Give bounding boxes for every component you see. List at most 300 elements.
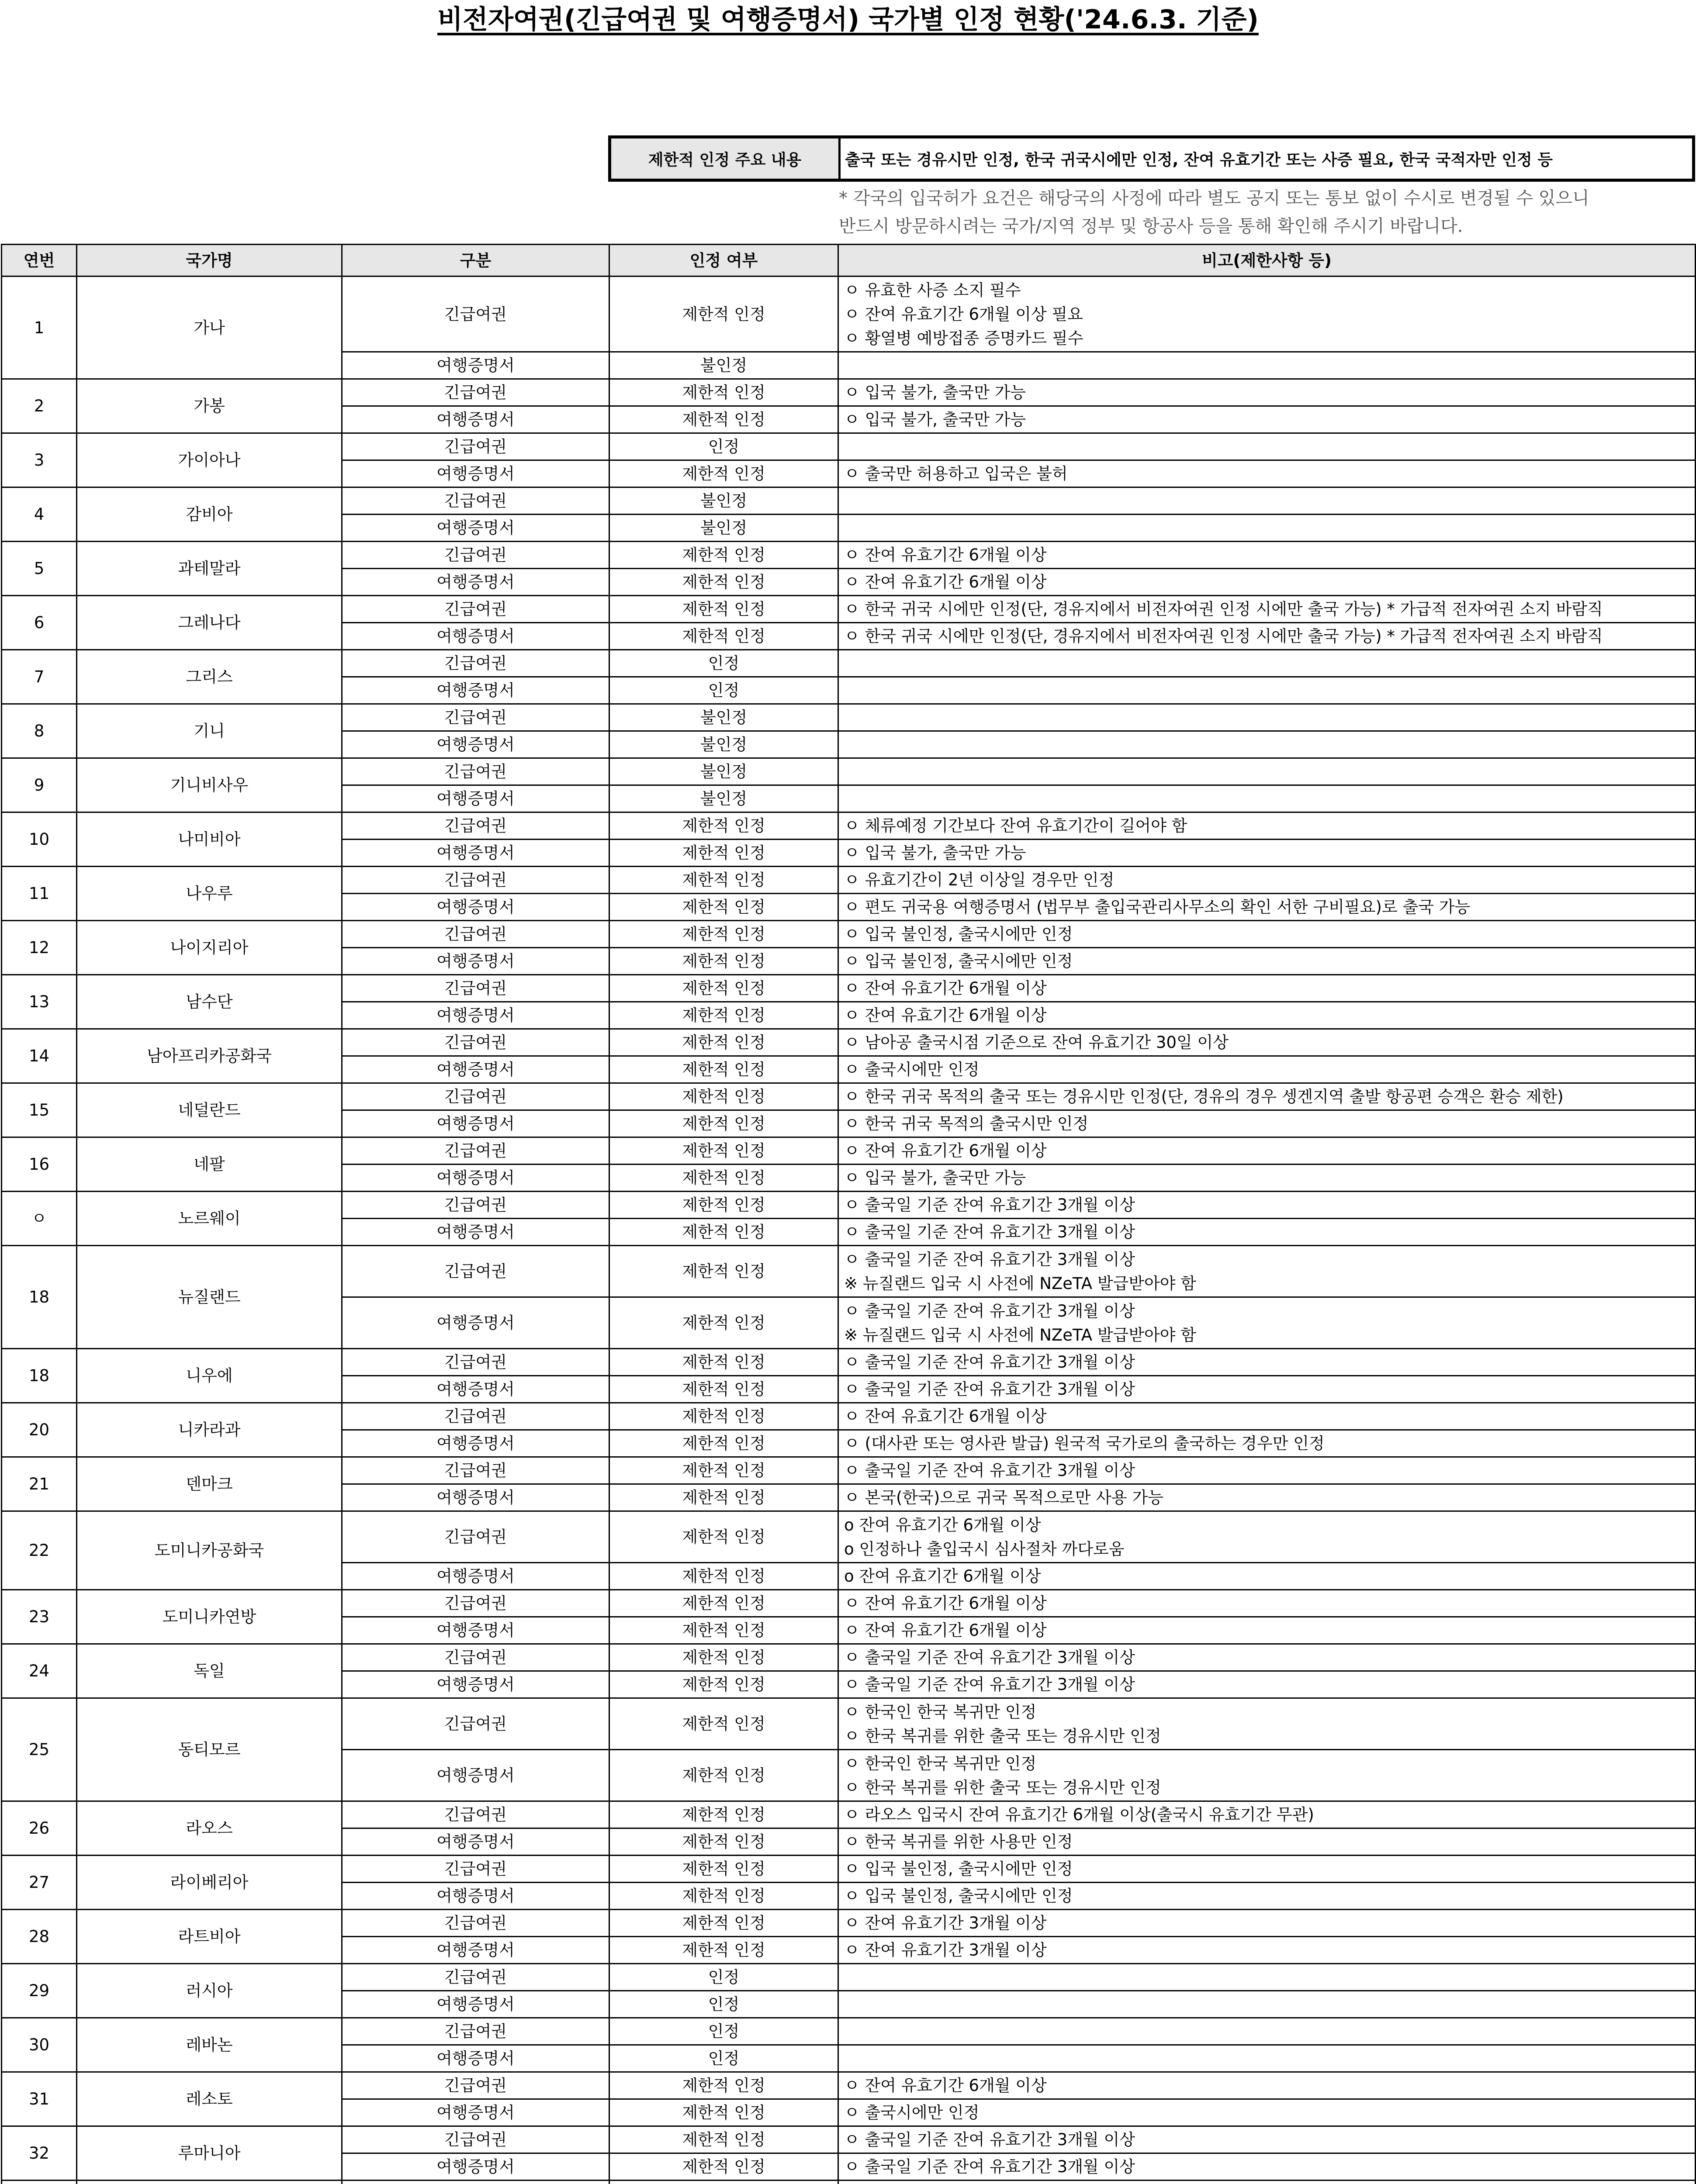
cell-note [838, 1563, 1696, 1590]
cell-status: 제한적 인정 [609, 2099, 838, 2126]
note-line: ㅇ 출국일 기준 잔여 유효기간 3개월 이상 [844, 2157, 1135, 2176]
cell-type: 긴급여권 [342, 2018, 609, 2045]
cell-note [838, 1002, 1696, 1029]
note-line: ㅇ 유효한 사증 소지 필수 [844, 280, 1021, 300]
cell-type: 여행증명서 [342, 731, 609, 758]
cell-type: 여행증명서 [342, 894, 609, 921]
cell-note [838, 975, 1696, 1002]
cell-type: 긴급여권 [342, 1590, 609, 1617]
note-line: ㅇ 출국일 기준 잔여 유효기간 3개월 이상 [844, 1196, 1135, 1214]
notice-line: 반드시 방문하시려는 국가/지역 정부 및 항공사 등을 통해 확인해 주시기 바랍니다. [839, 216, 1463, 236]
cell-status: 제한적 인정 [609, 921, 838, 948]
cell-type: 긴급여권 [342, 1856, 609, 1883]
cell-country: 니우에 [77, 1349, 342, 1403]
cell-note [838, 1883, 1696, 1910]
cell-status: 제한적 인정 [609, 1617, 838, 1644]
cell-type: 여행증명서 [342, 677, 609, 704]
cell-country: 남아프리카공화국 [77, 1029, 342, 1083]
summary-box [608, 135, 1695, 182]
table-row [2, 276, 1696, 352]
cell-type: 긴급여권 [342, 758, 609, 785]
cell-type: 여행증명서 [342, 1883, 609, 1910]
cell-note [838, 2099, 1696, 2126]
cell-note [838, 569, 1696, 596]
note-line: ㅇ 출국일 기준 잔여 유효기간 3개월 이상 [844, 1461, 1135, 1480]
cell-no: 12 [2, 921, 77, 975]
cell-status: 제한적 인정 [609, 1457, 838, 1484]
cell-type: 여행증명서 [342, 1297, 609, 1349]
cell-note [838, 379, 1696, 406]
cell-status: 불인정 [609, 731, 838, 758]
cell-note [838, 1910, 1696, 1937]
cell-no: 9 [2, 758, 77, 812]
cell-status: 제한적 인정 [609, 1297, 838, 1349]
cell-no: 1 [2, 276, 77, 379]
header-no: 연번 [2, 245, 77, 276]
cell-status: 제한적 인정 [609, 1750, 838, 1801]
note-line: ㅇ 입국 불가, 출국만 가능 [844, 1168, 1026, 1187]
cell-status: 제한적 인정 [609, 894, 838, 921]
cell-no: 3 [2, 433, 77, 487]
cell-country [77, 2181, 342, 2184]
cell-status: 제한적 인정 [609, 2072, 838, 2099]
cell-note [838, 948, 1696, 975]
cell-no: 30 [2, 2018, 77, 2072]
cell-status: 제한적 인정 [609, 623, 838, 650]
cell-status: 제한적 인정 [609, 1883, 838, 1910]
note-line: ㅇ 입국 불가, 출국만 가능 [844, 383, 1026, 402]
cell-country: 가이아나 [77, 433, 342, 487]
cell-no: 16 [2, 1137, 77, 1192]
table-row [2, 1910, 1696, 1937]
table-row [2, 596, 1696, 623]
note-line [844, 2182, 1695, 2184]
note-line: ㅇ 한국인 한국 복귀만 인정 [844, 1702, 1037, 1721]
table-row [2, 867, 1696, 894]
cell-type: 긴급여권 [342, 1511, 609, 1563]
cell-note [838, 1376, 1696, 1403]
cell-type [342, 2181, 609, 2184]
cell-status: 제한적 인정 [609, 1246, 838, 1297]
note-line: ㅇ 한국 복귀를 위한 사용만 인정 [844, 1832, 1073, 1851]
cell-status [609, 2181, 838, 2184]
table-row [2, 1137, 1696, 1165]
cell-country: 라트비아 [77, 1910, 342, 1964]
cell-type: 여행증명서 [342, 1563, 609, 1590]
cell-no: 7 [2, 650, 77, 704]
cell-country: 나우루 [77, 867, 342, 921]
table-row [2, 1246, 1696, 1297]
cell-no: ㅇ [2, 1192, 77, 1246]
cell-status: 제한적 인정 [609, 1192, 838, 1219]
cell-type: 긴급여권 [342, 2126, 609, 2153]
note-line: ㅇ 출국만 허용하고 입국은 불허 [844, 464, 1068, 483]
table-row [2, 2072, 1696, 2099]
note-line: ㅇ 한국인 한국 복귀만 인정 [844, 1754, 1037, 1773]
cell-note [838, 1083, 1696, 1110]
cell-status: 제한적 인정 [609, 2153, 838, 2181]
cell-type: 여행증명서 [342, 1376, 609, 1403]
note-line: ㅇ 황열병 예방접종 증명카드 필수 [844, 328, 1083, 348]
cell-status: 제한적 인정 [609, 379, 838, 406]
table-row [2, 1644, 1696, 1671]
table-row [2, 1403, 1696, 1430]
note-line: ㅇ 한국 귀국 목적의 출국 또는 경유시만 인정(단, 경유의 경우 셍겐지역 출발 항공편 승객은 환승 제한) [844, 1087, 1564, 1106]
table-row [2, 758, 1696, 785]
cell-status: 제한적 인정 [609, 2126, 838, 2153]
table-row [2, 2181, 1696, 2184]
cell-country: 감비아 [77, 487, 342, 542]
note-line: ㅇ 한국 복귀를 위한 출국 또는 경유시만 인정 [844, 1726, 1161, 1745]
cell-country: 뉴질랜드 [77, 1246, 342, 1349]
notice-line: * 각국의 입국허가 요건은 해당국의 사정에 따라 별도 공지 또는 통보 없이 수시로 변경될 수 있으니 [839, 188, 1589, 208]
cell-status: 제한적 인정 [609, 1165, 838, 1192]
note-line: ㅇ 입국 불인정, 출국시에만 인정 [844, 1859, 1073, 1878]
table-row [2, 975, 1696, 1002]
note-line: ㅇ 입국 불인정, 출국시에만 인정 [844, 925, 1073, 943]
cell-note [838, 1403, 1696, 1430]
header-country: 국가명 [77, 245, 342, 276]
cell-type: 여행증명서 [342, 1750, 609, 1801]
cell-type: 긴급여권 [342, 1698, 609, 1750]
cell-note [838, 650, 1696, 677]
cell-status: 제한적 인정 [609, 975, 838, 1002]
note-line: ㅇ 출국시에만 인정 [844, 1060, 980, 1079]
cell-country: 과테말라 [77, 542, 342, 596]
summary-value: 출국 또는 경유시만 인정, 한국 귀국시에만 인정, 잔여 유효기간 또는 사증 필요, 한국 국적자만 인정 등 [845, 151, 1553, 169]
note-line: ㅇ 잔여 유효기간 6개월 이상 [844, 1006, 1047, 1025]
table-row [2, 1801, 1696, 1828]
note-line: ※ 뉴질랜드 입국 시 사전에 NZeTA 발급받아야 함 [844, 1274, 1197, 1293]
cell-no: 13 [2, 975, 77, 1029]
cell-no: 5 [2, 542, 77, 596]
cell-type: 여행증명서 [342, 352, 609, 379]
cell-note [838, 2018, 1696, 2045]
cell-note [838, 596, 1696, 623]
table-body [2, 276, 1696, 2184]
cell-note [838, 1056, 1696, 1083]
note-line: ㅇ 잔여 유효기간 6개월 이상 [844, 979, 1047, 998]
cell-status: 제한적 인정 [609, 1029, 838, 1056]
note-line: o 인정하나 출입국시 심사절차 까다로움 [844, 1539, 1125, 1559]
cell-type: 긴급여권 [342, 1349, 609, 1376]
cell-note [838, 276, 1696, 352]
cell-status: 제한적 인정 [609, 460, 838, 487]
note-line: ㅇ 잔여 유효기간 3개월 이상 [844, 1941, 1047, 1959]
cell-country: 독일 [77, 1644, 342, 1698]
note-line: ㅇ 한국 귀국 목적의 출국시만 인정 [844, 1114, 1089, 1133]
cell-type: 여행증명서 [342, 406, 609, 433]
cell-type: 여행증명서 [342, 948, 609, 975]
cell-note [838, 785, 1696, 812]
cell-note [838, 2072, 1696, 2099]
cell-no: 29 [2, 1964, 77, 2018]
cell-note [838, 515, 1696, 542]
cell-type: 긴급여권 [342, 379, 609, 406]
note-line: ㅇ 출국일 기준 잔여 유효기간 3개월 이상 [844, 1250, 1135, 1269]
cell-country: 루마니아 [77, 2126, 342, 2181]
cell-type: 여행증명서 [342, 1056, 609, 1083]
cell-note [838, 406, 1696, 433]
note-line: ㅇ 잔여 유효기간 6개월 이상 [844, 546, 1047, 564]
cell-type: 여행증명서 [342, 1219, 609, 1246]
cell-status: 제한적 인정 [609, 1219, 838, 1246]
table-row [2, 379, 1696, 406]
cell-status: 제한적 인정 [609, 1910, 838, 1937]
cell-type: 여행증명서 [342, 1671, 609, 1698]
cell-status: 제한적 인정 [609, 1671, 838, 1698]
note-line: o 잔여 유효기간 6개월 이상 [844, 1515, 1041, 1534]
note-line: ㅇ (대사관 또는 영사관 발급) 원국적 국가로의 출국하는 경우만 인정 [844, 1434, 1325, 1453]
cell-status: 제한적 인정 [609, 1376, 838, 1403]
cell-note [838, 1828, 1696, 1856]
cell-type: 여행증명서 [342, 515, 609, 542]
cell-no: 6 [2, 596, 77, 650]
cell-type: 긴급여권 [342, 1192, 609, 1219]
note-line: ㅇ 잔여 유효기간 6개월 이상 [844, 1594, 1047, 1613]
note-line: ㅇ 출국일 기준 잔여 유효기간 3개월 이상 [844, 1301, 1135, 1320]
cell-status: 인정 [609, 650, 838, 677]
cell-note [838, 352, 1696, 379]
cell-type: 긴급여권 [342, 1964, 609, 1991]
cell-note [838, 704, 1696, 731]
cell-status: 제한적 인정 [609, 1403, 838, 1430]
note-line: ㅇ 편도 귀국용 여행증명서 (법무부 출입국관리사무소의 확인 서한 구비필요)로 출국 가능 [844, 898, 1471, 916]
cell-type: 여행증명서 [342, 1991, 609, 2018]
header-status: 인정 여부 [609, 245, 838, 276]
note-line: ㅇ 잔여 유효기간 6개월 이상 [844, 1621, 1047, 1640]
cell-country: 레소토 [77, 2072, 342, 2126]
cell-status: 제한적 인정 [609, 1698, 838, 1750]
cell-note [838, 542, 1696, 569]
note-line: ㅇ 잔여 유효기간 6개월 이상 [844, 573, 1047, 591]
cell-status: 제한적 인정 [609, 596, 838, 623]
cell-no: 25 [2, 1698, 77, 1801]
cell-country: 도미니카공화국 [77, 1511, 342, 1590]
table-row [2, 1192, 1696, 1219]
cell-status: 불인정 [609, 704, 838, 731]
cell-type: 긴급여권 [342, 1403, 609, 1430]
cell-note [838, 1137, 1696, 1165]
cell-type: 긴급여권 [342, 433, 609, 460]
note-line: ㅇ 한국 복귀를 위한 출국 또는 경유시만 인정 [844, 1778, 1161, 1797]
cell-type: 여행증명서 [342, 2099, 609, 2126]
cell-status: 인정 [609, 2045, 838, 2072]
cell-type: 여행증명서 [342, 2153, 609, 2181]
note-line: ㅇ 출국일 기준 잔여 유효기간 3개월 이상 [844, 2130, 1135, 2149]
table-row [2, 1457, 1696, 1484]
note-line: ㅇ 출국일 기준 잔여 유효기간 3개월 이상 [844, 1223, 1135, 1241]
note-line: ㅇ 체류예정 기간보다 잔여 유효기간이 길어야 함 [844, 816, 1187, 835]
cell-no: 31 [2, 2072, 77, 2126]
cell-status: 제한적 인정 [609, 406, 838, 433]
table-row [2, 433, 1696, 460]
note-line: ㅇ 입국 불인정, 출국시에만 인정 [844, 1887, 1073, 1905]
cell-note [838, 894, 1696, 921]
cell-status: 제한적 인정 [609, 1801, 838, 1828]
cell-note [838, 1750, 1696, 1801]
cell-status: 제한적 인정 [609, 1349, 838, 1376]
cell-no: 26 [2, 1801, 77, 1856]
cell-type: 긴급여권 [342, 487, 609, 515]
cell-note [838, 1856, 1696, 1883]
cell-status: 제한적 인정 [609, 1484, 838, 1511]
cell-status: 제한적 인정 [609, 1002, 838, 1029]
cell-type: 여행증명서 [342, 1484, 609, 1511]
cell-no: 24 [2, 1644, 77, 1698]
cell-country: 노르웨이 [77, 1192, 342, 1246]
cell-country: 기니 [77, 704, 342, 758]
cell-no: 15 [2, 1083, 77, 1137]
cell-note [838, 1991, 1696, 2018]
cell-country: 가봉 [77, 379, 342, 433]
cell-note [838, 1590, 1696, 1617]
cell-no: 10 [2, 812, 77, 867]
cell-note [838, 1297, 1696, 1349]
cell-type: 긴급여권 [342, 2072, 609, 2099]
note-line: ㅇ 출국일 기준 잔여 유효기간 3개월 이상 [844, 1380, 1135, 1399]
cell-note [838, 1192, 1696, 1219]
cell-note [838, 1165, 1696, 1192]
cell-status: 제한적 인정 [609, 1937, 838, 1964]
cell-status: 제한적 인정 [609, 542, 838, 569]
cell-status: 제한적 인정 [609, 1137, 838, 1165]
cell-country: 덴마크 [77, 1457, 342, 1511]
cell-type: 여행증명서 [342, 785, 609, 812]
cell-country: 러시아 [77, 1964, 342, 2018]
note-line: ㅇ 남아공 출국시점 기준으로 잔여 유효기간 30일 이상 [844, 1033, 1229, 1052]
cell-status: 인정 [609, 2018, 838, 2045]
cell-country: 남수단 [77, 975, 342, 1029]
note-line: ㅇ 입국 불가, 출국만 가능 [844, 410, 1026, 429]
cell-note [838, 1937, 1696, 1964]
cell-country: 나이지리아 [77, 921, 342, 975]
cell-country: 나미비아 [77, 812, 342, 867]
note-line: ㅇ 입국 불가, 출국만 가능 [844, 843, 1026, 862]
cell-type: 여행증명서 [342, 1617, 609, 1644]
table-row [2, 542, 1696, 569]
cell-status: 제한적 인정 [609, 812, 838, 840]
cell-country: 니카라과 [77, 1403, 342, 1457]
note-line: ㅇ 잔여 유효기간 6개월 이상 필요 [844, 304, 1083, 324]
cell-note [838, 677, 1696, 704]
cell-note [838, 1698, 1696, 1750]
table-row [2, 487, 1696, 515]
note-line: ㅇ 잔여 유효기간 6개월 이상 [844, 2076, 1047, 2095]
cell-note [838, 1430, 1696, 1457]
cell-country: 라이베리아 [77, 1856, 342, 1910]
cell-country: 동티모르 [77, 1698, 342, 1801]
cell-status: 제한적 인정 [609, 1590, 838, 1617]
cell-no: 23 [2, 1590, 77, 1644]
cell-note [838, 2153, 1696, 2181]
cell-note [838, 1801, 1696, 1828]
table-row [2, 2018, 1696, 2045]
cell-country: 기니비사우 [77, 758, 342, 812]
table-row [2, 1964, 1696, 1991]
cell-status: 인정 [609, 1991, 838, 2018]
cell-note [838, 1349, 1696, 1376]
cell-note [838, 1964, 1696, 1991]
cell-type: 여행증명서 [342, 1002, 609, 1029]
note-line: ㅇ 한국 귀국 시에만 인정(단, 경유지에서 비전자여권 인정 시에만 출국 가능) * 가급적 전자여권 소지 바람직 [844, 600, 1603, 619]
cell-note [838, 2045, 1696, 2072]
cell-status: 제한적 인정 [609, 1563, 838, 1590]
cell-status: 인정 [609, 1964, 838, 1991]
cell-status: 불인정 [609, 785, 838, 812]
table-row [2, 1511, 1696, 1563]
notice-text [839, 184, 1693, 240]
cell-type: 긴급여권 [342, 921, 609, 948]
note-line: ㅇ 출국일 기준 잔여 유효기간 3개월 이상 [844, 1353, 1135, 1372]
cell-status: 불인정 [609, 487, 838, 515]
cell-status: 제한적 인정 [609, 1511, 838, 1563]
note-line: ㅇ 출국일 기준 잔여 유효기간 3개월 이상 [844, 1675, 1135, 1694]
cell-status: 인정 [609, 433, 838, 460]
cell-no: 27 [2, 1856, 77, 1910]
cell-country: 그레나다 [77, 596, 342, 650]
cell-status: 제한적 인정 [609, 1644, 838, 1671]
cell-note [838, 1484, 1696, 1511]
cell-type: 여행증명서 [342, 1828, 609, 1856]
table-row [2, 1349, 1696, 1376]
note-line: ㅇ 라오스 입국시 잔여 유효기간 6개월 이상(출국시 유효기간 무관) [844, 1805, 1314, 1824]
cell-no: 2 [2, 379, 77, 433]
cell-no: 8 [2, 704, 77, 758]
cell-note [838, 487, 1696, 515]
cell-country: 가나 [77, 276, 342, 379]
cell-note [838, 840, 1696, 867]
country-table [1, 244, 1696, 2184]
cell-note [838, 867, 1696, 894]
table-row [2, 812, 1696, 840]
cell-type: 긴급여권 [342, 1910, 609, 1937]
cell-note [838, 1644, 1696, 1671]
cell-no: 20 [2, 1403, 77, 1457]
cell-note [838, 1110, 1696, 1137]
note-line: ㅇ 입국 불인정, 출국시에만 인정 [844, 952, 1073, 971]
cell-note [838, 1457, 1696, 1484]
cell-type: 긴급여권 [342, 1644, 609, 1671]
note-line: ※ 뉴질랜드 입국 시 사전에 NZeTA 발급받아야 함 [844, 1325, 1197, 1344]
cell-type: 여행증명서 [342, 569, 609, 596]
cell-status: 인정 [609, 677, 838, 704]
cell-type: 긴급여권 [342, 1246, 609, 1297]
cell-note [838, 433, 1696, 460]
cell-type: 긴급여권 [342, 1137, 609, 1165]
cell-note [838, 1029, 1696, 1056]
cell-note [838, 2181, 1696, 2184]
header-type: 구분 [342, 245, 609, 276]
cell-no: 18 [2, 1246, 77, 1349]
cell-type: 긴급여권 [342, 867, 609, 894]
note-line: ㅇ 잔여 유효기간 3개월 이상 [844, 1914, 1047, 1932]
cell-country: 레바논 [77, 2018, 342, 2072]
note-line: ㅇ 본국(한국)으로 귀국 목적으로만 사용 가능 [844, 1488, 1164, 1507]
cell-status: 불인정 [609, 515, 838, 542]
cell-country: 네팔 [77, 1137, 342, 1192]
table-row [2, 704, 1696, 731]
cell-type: 긴급여권 [342, 975, 609, 1002]
note-line: o 잔여 유효기간 6개월 이상 [844, 1567, 1041, 1586]
cell-no: 14 [2, 1029, 77, 1083]
cell-status: 제한적 인정 [609, 276, 838, 352]
cell-status: 불인정 [609, 758, 838, 785]
cell-type: 여행증명서 [342, 840, 609, 867]
cell-status: 제한적 인정 [609, 1856, 838, 1883]
cell-no: 28 [2, 1910, 77, 1964]
cell-country: 도미니카연방 [77, 1590, 342, 1644]
